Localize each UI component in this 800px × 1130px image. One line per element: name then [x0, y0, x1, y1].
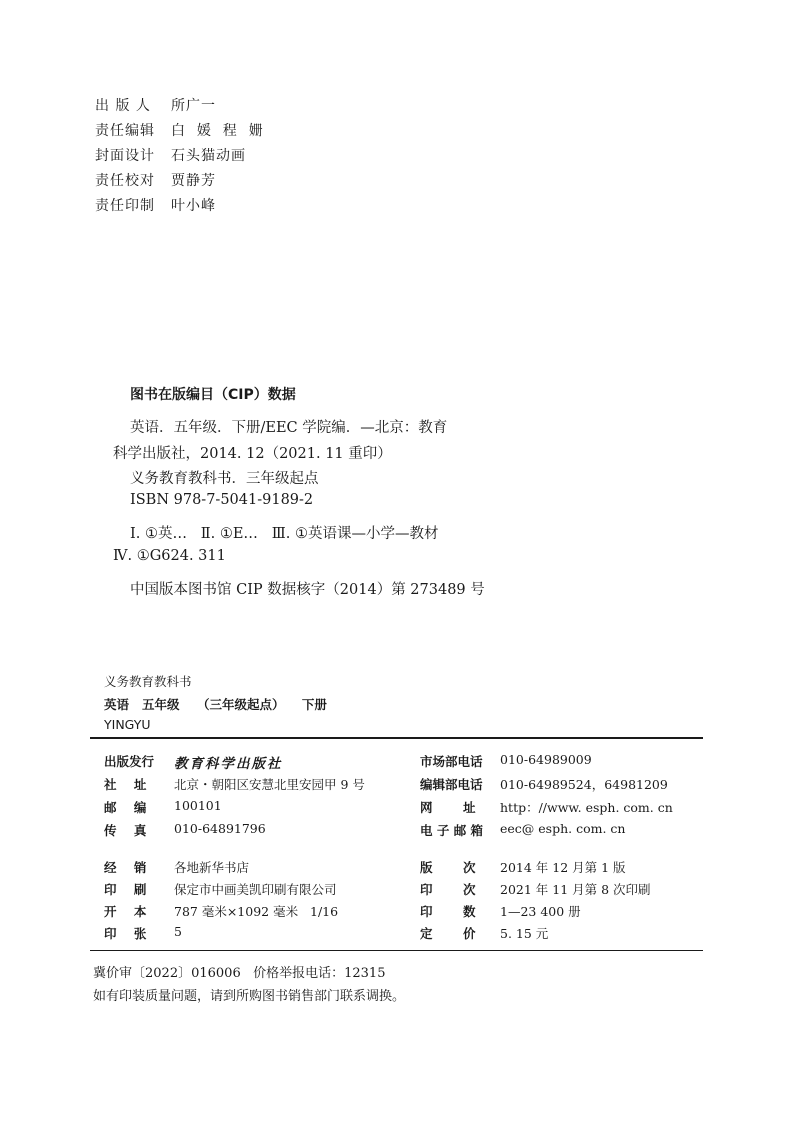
fax-value: 010-64891796: [174, 821, 266, 836]
quality-notice: 如有印装质量问题，请到所购图书销售部门联系调换。: [93, 989, 406, 1004]
price-review-line: 冀价审〔2022〕016006 价格举报电话：12315: [93, 966, 386, 981]
address-value: 北京・朝阳区安慧北里安园甲 9 号: [174, 777, 365, 792]
website-row: [420, 798, 700, 816]
credit-key: 出 版 人: [95, 98, 151, 114]
credit-key: 责任编辑: [95, 123, 155, 139]
edition-row: [420, 858, 700, 876]
sheets-row: [104, 924, 404, 942]
printer-row: [104, 880, 404, 898]
distributor-label: 经 销: [104, 860, 147, 875]
print-count-row: [420, 902, 700, 920]
credit-value: 叶小峰: [171, 198, 216, 214]
cip-line-3: 义务教育教科书．三年级起点: [130, 471, 319, 487]
credit-key: 责任印制: [95, 198, 155, 214]
publisher-row: [104, 752, 404, 770]
edition-label: 版 次: [420, 860, 476, 875]
format-label: 开 本: [104, 904, 147, 919]
email-value: eec@ esph. com. cn: [500, 821, 626, 836]
top-rule: [90, 737, 703, 739]
cip-line-5: Ⅰ. ①英… Ⅱ. ①E… Ⅲ. ①英语课—小学—教材: [130, 526, 439, 542]
editorial-phone-row: [420, 775, 700, 793]
printing-row: [420, 880, 700, 898]
marketing-phone-value: 010-64989009: [500, 752, 592, 767]
cip-line-4: ISBN 978-7-5041-9189-2: [130, 492, 314, 508]
credit-value: 贾静芳: [171, 173, 216, 189]
print-count-label: 印 数: [420, 904, 476, 919]
edition-value: 2014 年 12 月第 1 版: [500, 860, 626, 875]
postcode-label: 邮 编: [104, 800, 147, 815]
editorial-phone-label: 编辑部电话: [420, 777, 483, 792]
fax-label: 传 真: [104, 823, 147, 838]
credit-proofreader: [95, 170, 216, 190]
cip-line-2: 科学出版社，2014. 12（2021. 11 重印）: [113, 446, 392, 462]
sheets-label: 印 张: [104, 926, 147, 941]
printing-label: 印 次: [420, 882, 476, 897]
credit-editor: [95, 120, 264, 140]
cip-title: 图书在版编目（CIP）数据: [130, 387, 296, 403]
postcode-row: [104, 798, 404, 816]
website-label: 网 址: [420, 800, 476, 815]
book-title: 英语 五年级 （三年级起点） 下册: [104, 697, 327, 712]
marketing-phone-label: 市场部电话: [420, 754, 483, 769]
marketing-phone-row: [420, 752, 700, 770]
cip-line-1: 英语．五年级．下册/EEC 学院编．—北京：教育: [130, 420, 448, 436]
price-value: 5. 15 元: [500, 926, 549, 941]
credit-value: 石头猫动画: [171, 148, 246, 164]
fax-row: [104, 821, 404, 839]
price-label: 定 价: [420, 926, 476, 941]
distributor-row: [104, 858, 404, 876]
distributor-value: 各地新华书店: [174, 860, 250, 875]
publisher-logo: 教育科学出版社: [174, 756, 283, 772]
sheets-value: 5: [174, 924, 182, 939]
editorial-phone-value: 010-64989524，64981209: [500, 777, 668, 792]
credit-value: 白 媛 程 姗: [171, 123, 264, 139]
book-series: 义务教育教科书: [104, 674, 192, 689]
credit-cover-design: [95, 145, 246, 165]
credit-print-manager: [95, 195, 216, 215]
address-row: [104, 775, 404, 793]
credit-key: 责任校对: [95, 173, 155, 189]
postcode-value: 100101: [174, 798, 222, 813]
cip-line-7: 中国版本图书馆 CIP 数据核字（2014）第 273489 号: [130, 582, 485, 598]
email-row: [420, 821, 700, 839]
credit-publisher-person: [95, 95, 216, 115]
price-row: [420, 924, 700, 942]
address-label: 社 址: [104, 777, 147, 792]
publisher-label: 出版发行: [104, 754, 155, 769]
bottom-rule: [90, 950, 703, 951]
book-pinyin: YINGYU: [104, 717, 151, 732]
email-label: 电 子 邮 箱: [420, 823, 484, 838]
printing-value: 2021 年 11 月第 8 次印刷: [500, 882, 651, 897]
printer-value: 保定市中画美凯印刷有限公司: [174, 882, 337, 897]
credit-value: 所广一: [171, 98, 216, 114]
format-row: [104, 902, 404, 920]
printer-label: 印 刷: [104, 882, 147, 897]
credit-key: 封面设计: [95, 148, 155, 164]
format-value: 787 毫米×1092 毫米 1/16: [174, 904, 339, 919]
cip-line-6: Ⅳ. ①G624. 311: [113, 548, 226, 564]
print-count-value: 1—23 400 册: [500, 904, 581, 919]
website-value: http：//www. esph. com. cn: [500, 800, 673, 815]
